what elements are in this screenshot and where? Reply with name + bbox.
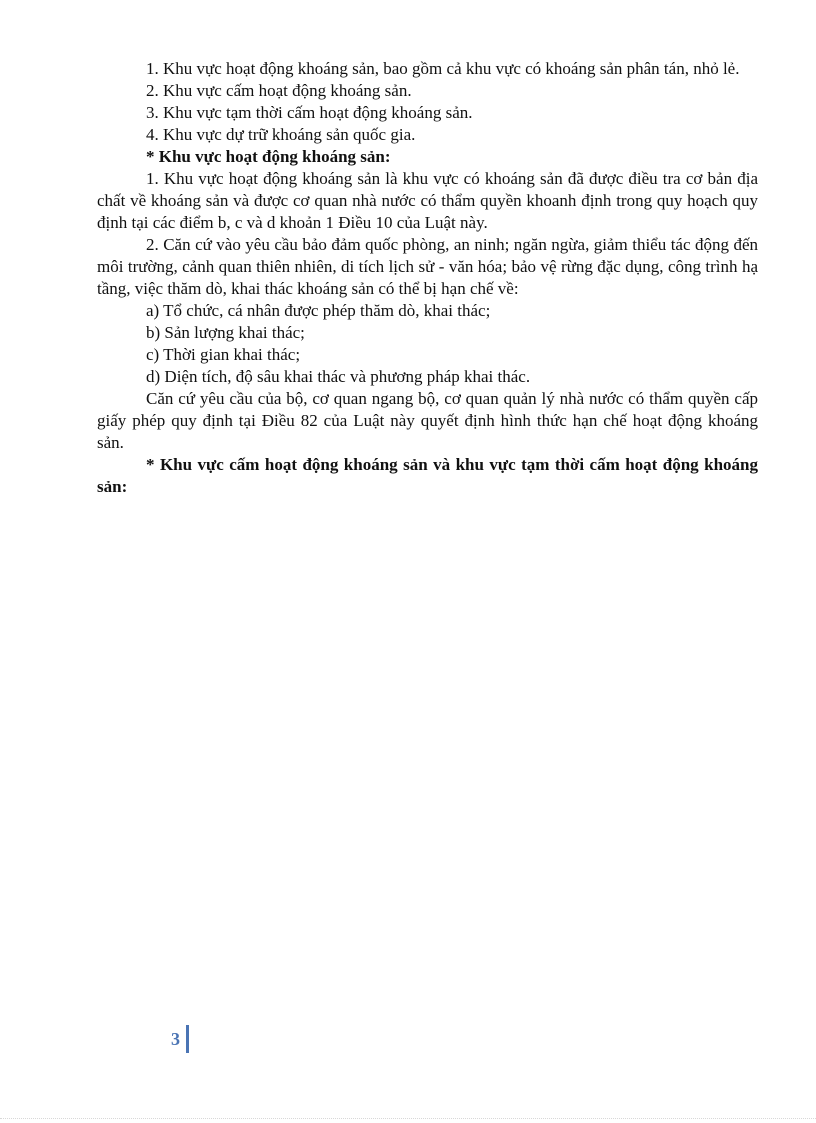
restriction-item-a: a) Tổ chức, cá nhân được phép thăm dò, khai thác;: [146, 301, 491, 320]
paragraph-authority: Căn cứ yêu cầu của bộ, cơ quan ngang bộ, cơ quan quản lý nhà nước có thẩm quyền cấp giấy phép quy định tại Điều 82 của Luật này quyết định hình thức hạn chế hoạt động khoáng sản.: [97, 389, 758, 452]
page-number-text: 3: [171, 1028, 180, 1049]
paragraph-list-item-3: 3. Khu vực tạm thời cấm hoạt động khoáng sản.: [146, 103, 473, 122]
page-bottom-border: [0, 1118, 816, 1119]
paragraph-list-item-4: 4. Khu vực dự trữ khoáng sản quốc gia.: [146, 125, 416, 144]
page-number-divider: [186, 1025, 189, 1053]
document-body: [97, 58, 758, 498]
paragraph-definition: 1. Khu vực hoạt động khoáng sản là khu vực có khoáng sản đã được điều tra cơ bản địa chất về khoáng sản và được cơ quan nhà nước có thẩm quyền khoanh định trong quy hoạch quy định tại các điểm b, c và d khoản 1 Điều 10 của Luật này.: [97, 169, 758, 232]
restriction-item-c: c) Thời gian khai thác;: [146, 345, 301, 364]
section-heading-prohibited-area: * Khu vực cấm hoạt động khoáng sản và khu vực tạm thời cấm hoạt động khoáng sản:: [97, 455, 758, 496]
paragraph-list-item-1: 1. Khu vực hoạt động khoáng sản, bao gồm cả khu vực có khoáng sản phân tán, nhỏ lẻ.: [146, 59, 740, 78]
page-number: [171, 1024, 189, 1054]
paragraph-restrictions: 2. Căn cứ vào yêu cầu bảo đảm quốc phòng, an ninh; ngăn ngừa, giảm thiểu tác động đến môi trường, cảnh quan thiên nhiên, di tích lịch sử - văn hóa; bảo vệ rừng đặc dụng, công trình hạ tầng, việc thăm dò, khai thác khoáng sản có thể bị hạn chế về:: [97, 235, 758, 298]
restriction-item-b: b) Sản lượng khai thác;: [146, 323, 305, 342]
restriction-item-d: d) Diện tích, độ sâu khai thác và phương pháp khai thác.: [146, 367, 531, 386]
section-heading-mining-area: * Khu vực hoạt động khoáng sản:: [146, 147, 391, 166]
paragraph-list-item-2: 2. Khu vực cấm hoạt động khoáng sản.: [146, 81, 412, 100]
